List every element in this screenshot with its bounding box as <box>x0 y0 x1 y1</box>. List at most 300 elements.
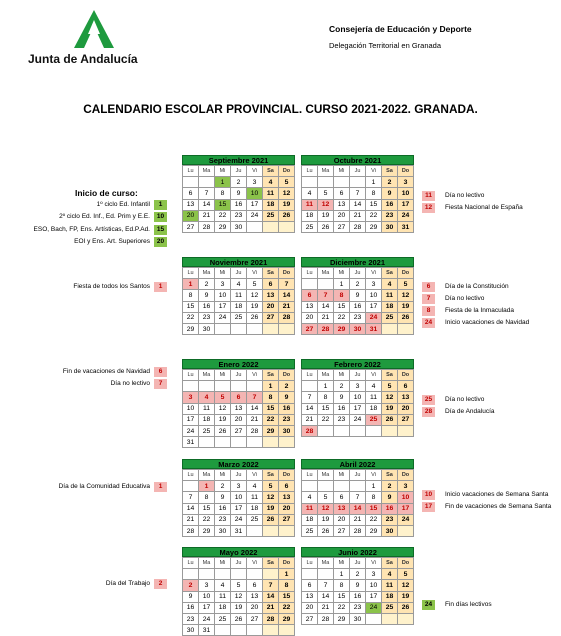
day-cell <box>366 613 382 624</box>
left-label: 1º ciclo Ed. Infantil <box>96 201 150 208</box>
weekday-header: Ma <box>318 370 334 381</box>
day-cell: 28 <box>279 312 295 323</box>
day-cell: 15 <box>366 199 382 210</box>
day-cell: 1 <box>318 381 334 392</box>
weekday-header: Do <box>279 166 295 177</box>
inicio-label: Inicio de curso: <box>75 188 138 198</box>
day-cell <box>247 437 263 448</box>
day-cell: 13 <box>398 392 414 403</box>
day-cell: 15 <box>279 591 295 602</box>
day-cell: 27 <box>334 525 350 536</box>
day-cell: 22 <box>318 414 334 425</box>
weekday-header: Mi <box>334 166 350 177</box>
day-cell: 20 <box>398 403 414 414</box>
day-cell <box>231 381 247 392</box>
day-cell: 4 <box>366 381 382 392</box>
month-6 <box>182 459 295 537</box>
weekday-header: Lu <box>302 370 318 381</box>
day-cell: 4 <box>263 177 279 188</box>
day-cell: 24 <box>231 514 247 525</box>
left-badge: 1 <box>154 200 167 210</box>
day-cell <box>183 381 199 392</box>
day-cell: 5 <box>398 569 414 580</box>
day-cell: 31 <box>183 437 199 448</box>
day-cell <box>263 221 279 232</box>
day-cell: 12 <box>231 591 247 602</box>
day-cell: 19 <box>263 503 279 514</box>
day-cell: 18 <box>199 414 215 425</box>
day-cell: 12 <box>398 580 414 591</box>
day-cell <box>302 177 318 188</box>
weekday-header: Mi <box>215 268 231 279</box>
day-cell <box>247 569 263 580</box>
day-cell: 10 <box>366 580 382 591</box>
month-table <box>182 369 295 448</box>
day-cell <box>263 625 279 636</box>
day-cell: 17 <box>366 591 382 602</box>
day-cell: 30 <box>183 625 199 636</box>
month-title: Septiembre 2021 <box>182 155 295 165</box>
day-cell: 16 <box>183 602 199 613</box>
right-label: Inicio vacaciones de Navidad <box>445 319 530 326</box>
day-cell: 11 <box>302 503 318 514</box>
weekday-header: Lu <box>183 370 199 381</box>
day-cell: 23 <box>215 514 231 525</box>
day-cell: 15 <box>334 301 350 312</box>
left-badge: 20 <box>154 237 167 247</box>
day-cell: 26 <box>382 414 398 425</box>
day-cell: 20 <box>302 602 318 613</box>
right-label: Día no lectivo <box>445 192 485 199</box>
day-cell: 7 <box>183 492 199 503</box>
day-cell: 8 <box>263 392 279 403</box>
weekday-header: Vi <box>366 470 382 481</box>
right-label: Fin de vacaciones de Semana Santa <box>445 503 552 510</box>
day-cell: 14 <box>279 290 295 301</box>
day-cell: 6 <box>398 381 414 392</box>
right-badge: 11 <box>422 191 435 201</box>
month-2 <box>182 257 295 335</box>
day-cell: 29 <box>279 613 295 624</box>
day-cell: 29 <box>334 613 350 624</box>
day-cell: 21 <box>302 414 318 425</box>
right-label: Fin días lectivos <box>445 601 492 608</box>
day-cell: 26 <box>279 210 295 221</box>
weekday-header: Do <box>398 268 414 279</box>
month-table <box>301 469 414 537</box>
day-cell: 26 <box>247 312 263 323</box>
right-badge: 12 <box>422 203 435 213</box>
day-cell: 5 <box>398 279 414 290</box>
day-cell: 1 <box>366 177 382 188</box>
day-cell: 18 <box>231 301 247 312</box>
weekday-header: Vi <box>366 558 382 569</box>
day-cell <box>263 525 279 536</box>
logo-text: Junta de Andalucía <box>28 52 138 66</box>
day-cell: 20 <box>231 414 247 425</box>
day-cell: 18 <box>366 403 382 414</box>
day-cell: 11 <box>263 188 279 199</box>
day-cell: 2 <box>279 381 295 392</box>
left-badge: 6 <box>154 367 167 377</box>
day-cell: 12 <box>382 392 398 403</box>
month-table <box>182 267 295 335</box>
day-cell: 18 <box>263 199 279 210</box>
day-cell: 9 <box>334 392 350 403</box>
day-cell: 13 <box>302 301 318 312</box>
day-cell: 11 <box>302 199 318 210</box>
day-cell: 3 <box>350 381 366 392</box>
day-cell: 22 <box>183 312 199 323</box>
day-cell: 9 <box>350 580 366 591</box>
weekday-header: Ma <box>318 470 334 481</box>
month-table <box>182 557 295 636</box>
day-cell: 10 <box>398 188 414 199</box>
weekday-header: Ju <box>350 558 366 569</box>
day-cell: 21 <box>183 514 199 525</box>
day-cell: 16 <box>350 301 366 312</box>
day-cell: 26 <box>231 613 247 624</box>
day-cell: 4 <box>302 188 318 199</box>
day-cell <box>183 569 199 580</box>
day-cell <box>302 569 318 580</box>
day-cell: 3 <box>215 279 231 290</box>
day-cell <box>183 481 199 492</box>
day-cell: 30 <box>231 221 247 232</box>
weekday-header: Lu <box>183 470 199 481</box>
junta-logo <box>28 10 158 70</box>
day-cell: 16 <box>215 503 231 514</box>
right-label: Fiesta de la Inmaculada <box>445 307 515 314</box>
weekday-header: Lu <box>302 470 318 481</box>
day-cell: 31 <box>199 625 215 636</box>
day-cell: 20 <box>334 210 350 221</box>
day-cell: 13 <box>183 199 199 210</box>
day-cell: 9 <box>350 290 366 301</box>
day-cell: 18 <box>382 301 398 312</box>
day-cell <box>318 425 334 436</box>
month-9 <box>301 547 414 625</box>
day-cell <box>199 437 215 448</box>
day-cell: 19 <box>398 301 414 312</box>
month-title: Febrero 2022 <box>301 359 414 369</box>
day-cell <box>366 425 382 436</box>
weekday-header: Vi <box>247 470 263 481</box>
day-cell <box>183 177 199 188</box>
day-cell: 11 <box>247 492 263 503</box>
day-cell: 19 <box>382 403 398 414</box>
day-cell: 11 <box>215 591 231 602</box>
day-cell: 28 <box>350 525 366 536</box>
day-cell: 2 <box>382 177 398 188</box>
month-title: Mayo 2022 <box>182 547 295 557</box>
day-cell: 8 <box>366 492 382 503</box>
day-cell: 28 <box>350 221 366 232</box>
day-cell: 18 <box>302 514 318 525</box>
weekday-header: Mi <box>334 558 350 569</box>
day-cell: 13 <box>247 591 263 602</box>
day-cell: 22 <box>366 210 382 221</box>
day-cell: 27 <box>302 613 318 624</box>
day-cell: 18 <box>302 210 318 221</box>
weekday-header: Ju <box>231 470 247 481</box>
day-cell <box>247 381 263 392</box>
day-cell: 26 <box>318 221 334 232</box>
weekday-header: Ju <box>231 558 247 569</box>
weekday-header: Do <box>279 558 295 569</box>
day-cell: 16 <box>350 591 366 602</box>
day-cell: 10 <box>247 188 263 199</box>
day-cell: 15 <box>263 403 279 414</box>
weekday-header: Ma <box>199 268 215 279</box>
day-cell: 11 <box>382 290 398 301</box>
day-cell: 17 <box>366 301 382 312</box>
month-title: Octubre 2021 <box>301 155 414 165</box>
day-cell: 29 <box>183 323 199 334</box>
left-label: EOI y Ens. Art. Superiores <box>74 238 150 245</box>
day-cell: 12 <box>398 290 414 301</box>
right-badge: 28 <box>422 407 435 417</box>
day-cell <box>350 425 366 436</box>
left-label: Fiesta de todos los Santos <box>73 283 150 290</box>
day-cell: 24 <box>183 425 199 436</box>
day-cell: 4 <box>199 392 215 403</box>
month-5 <box>301 359 414 437</box>
weekday-header: Vi <box>247 558 263 569</box>
day-cell: 2 <box>382 481 398 492</box>
day-cell: 4 <box>231 279 247 290</box>
day-cell: 27 <box>302 323 318 334</box>
left-badge: 7 <box>154 379 167 389</box>
day-cell: 5 <box>215 392 231 403</box>
day-cell: 20 <box>302 312 318 323</box>
day-cell: 26 <box>398 602 414 613</box>
day-cell: 1 <box>183 279 199 290</box>
weekday-header: Lu <box>302 166 318 177</box>
day-cell: 31 <box>231 525 247 536</box>
weekday-header: Do <box>279 268 295 279</box>
day-cell: 1 <box>334 279 350 290</box>
month-table <box>301 267 414 335</box>
left-badge: 1 <box>154 282 167 292</box>
day-cell: 23 <box>183 613 199 624</box>
day-cell: 19 <box>398 591 414 602</box>
day-cell: 10 <box>366 290 382 301</box>
month-table <box>182 469 295 537</box>
weekday-header: Vi <box>247 268 263 279</box>
day-cell <box>398 525 414 536</box>
day-cell <box>247 625 263 636</box>
month-title: Noviembre 2021 <box>182 257 295 267</box>
month-title: Junio 2022 <box>301 547 414 557</box>
day-cell: 17 <box>350 403 366 414</box>
day-cell: 22 <box>334 312 350 323</box>
day-cell: 20 <box>279 503 295 514</box>
day-cell: 12 <box>263 492 279 503</box>
day-cell: 19 <box>231 602 247 613</box>
day-cell: 23 <box>199 312 215 323</box>
day-cell: 2 <box>231 177 247 188</box>
right-badge: 10 <box>422 490 435 500</box>
day-cell: 2 <box>350 569 366 580</box>
day-cell: 14 <box>263 591 279 602</box>
weekday-header: Ju <box>350 370 366 381</box>
day-cell: 24 <box>398 210 414 221</box>
weekday-header: Mi <box>334 268 350 279</box>
month-1 <box>301 155 414 233</box>
day-cell: 17 <box>215 301 231 312</box>
right-label: Día de Andalucía <box>445 408 495 415</box>
day-cell: 24 <box>199 613 215 624</box>
weekday-header: Ma <box>199 470 215 481</box>
day-cell: 23 <box>334 414 350 425</box>
day-cell: 26 <box>263 514 279 525</box>
right-label: Día no lectivo <box>445 396 485 403</box>
day-cell <box>263 323 279 334</box>
month-3 <box>301 257 414 335</box>
day-cell <box>382 425 398 436</box>
month-table <box>301 369 414 437</box>
day-cell: 21 <box>247 414 263 425</box>
day-cell: 8 <box>366 188 382 199</box>
day-cell: 20 <box>334 514 350 525</box>
day-cell: 8 <box>279 580 295 591</box>
day-cell: 17 <box>199 602 215 613</box>
day-cell: 6 <box>302 580 318 591</box>
left-label: Día del Trabajo <box>105 580 150 587</box>
day-cell <box>279 323 295 334</box>
weekday-header: Sa <box>382 268 398 279</box>
left-badge: 10 <box>154 212 167 222</box>
day-cell: 23 <box>382 514 398 525</box>
day-cell: 19 <box>215 414 231 425</box>
right-badge: 25 <box>422 395 435 405</box>
day-cell <box>199 381 215 392</box>
day-cell: 16 <box>382 503 398 514</box>
weekday-header: Vi <box>366 268 382 279</box>
day-cell: 22 <box>263 414 279 425</box>
weekday-header: Sa <box>382 558 398 569</box>
day-cell <box>318 177 334 188</box>
day-cell: 14 <box>302 403 318 414</box>
day-cell: 19 <box>318 514 334 525</box>
weekday-header: Ma <box>318 268 334 279</box>
left-label: ESO, Bach, FP, Ens. Artísticas, Ed.P.Ad. <box>33 226 150 233</box>
day-cell: 28 <box>318 613 334 624</box>
day-cell <box>247 525 263 536</box>
right-label: Día de la Constitución <box>445 283 509 290</box>
day-cell: 13 <box>263 290 279 301</box>
day-cell: 5 <box>382 381 398 392</box>
day-cell: 30 <box>350 613 366 624</box>
day-cell: 16 <box>382 199 398 210</box>
day-cell: 27 <box>334 221 350 232</box>
day-cell: 25 <box>199 425 215 436</box>
weekday-header: Vi <box>247 370 263 381</box>
day-cell: 12 <box>279 188 295 199</box>
day-cell: 1 <box>215 177 231 188</box>
month-title: Marzo 2022 <box>182 459 295 469</box>
day-cell: 27 <box>183 221 199 232</box>
weekday-header: Do <box>398 470 414 481</box>
day-cell <box>199 177 215 188</box>
day-cell: 23 <box>350 602 366 613</box>
weekday-header: Lu <box>183 558 199 569</box>
day-cell: 1 <box>279 569 295 580</box>
day-cell: 6 <box>231 392 247 403</box>
day-cell <box>382 323 398 334</box>
weekday-header: Vi <box>247 166 263 177</box>
day-cell: 22 <box>366 514 382 525</box>
day-cell <box>382 613 398 624</box>
right-badge: 24 <box>422 600 435 610</box>
day-cell: 16 <box>279 403 295 414</box>
day-cell: 8 <box>334 290 350 301</box>
day-cell: 10 <box>199 591 215 602</box>
day-cell: 25 <box>215 613 231 624</box>
day-cell: 25 <box>231 312 247 323</box>
day-cell: 4 <box>215 580 231 591</box>
weekday-header: Ma <box>199 558 215 569</box>
day-cell: 10 <box>215 290 231 301</box>
day-cell: 15 <box>334 591 350 602</box>
day-cell: 26 <box>398 312 414 323</box>
day-cell: 2 <box>199 279 215 290</box>
day-cell: 8 <box>334 580 350 591</box>
day-cell: 27 <box>279 514 295 525</box>
day-cell: 12 <box>215 403 231 414</box>
weekday-header: Sa <box>263 558 279 569</box>
day-cell: 19 <box>318 210 334 221</box>
day-cell: 21 <box>263 602 279 613</box>
day-cell <box>302 481 318 492</box>
day-cell: 12 <box>318 503 334 514</box>
day-cell: 21 <box>318 602 334 613</box>
day-cell: 4 <box>302 492 318 503</box>
day-cell <box>398 613 414 624</box>
day-cell: 18 <box>382 591 398 602</box>
weekday-header: Sa <box>263 370 279 381</box>
weekday-header: Vi <box>366 370 382 381</box>
day-cell: 19 <box>247 301 263 312</box>
month-title: Diciembre 2021 <box>301 257 414 267</box>
month-4 <box>182 359 295 448</box>
weekday-header: Do <box>398 166 414 177</box>
day-cell: 15 <box>366 503 382 514</box>
day-cell: 25 <box>247 514 263 525</box>
day-cell: 15 <box>183 301 199 312</box>
day-cell <box>263 437 279 448</box>
day-cell: 17 <box>398 503 414 514</box>
day-cell <box>263 569 279 580</box>
day-cell: 10 <box>231 492 247 503</box>
day-cell: 19 <box>279 199 295 210</box>
day-cell: 16 <box>334 403 350 414</box>
day-cell: 20 <box>263 301 279 312</box>
day-cell <box>247 221 263 232</box>
day-cell: 24 <box>215 312 231 323</box>
right-badge: 17 <box>422 502 435 512</box>
day-cell: 24 <box>398 514 414 525</box>
day-cell: 12 <box>247 290 263 301</box>
day-cell: 10 <box>398 492 414 503</box>
day-cell: 23 <box>382 210 398 221</box>
day-cell: 15 <box>215 199 231 210</box>
left-label: Día no lectivo <box>110 380 150 387</box>
day-cell: 21 <box>199 210 215 221</box>
day-cell: 8 <box>318 392 334 403</box>
day-cell: 28 <box>183 525 199 536</box>
